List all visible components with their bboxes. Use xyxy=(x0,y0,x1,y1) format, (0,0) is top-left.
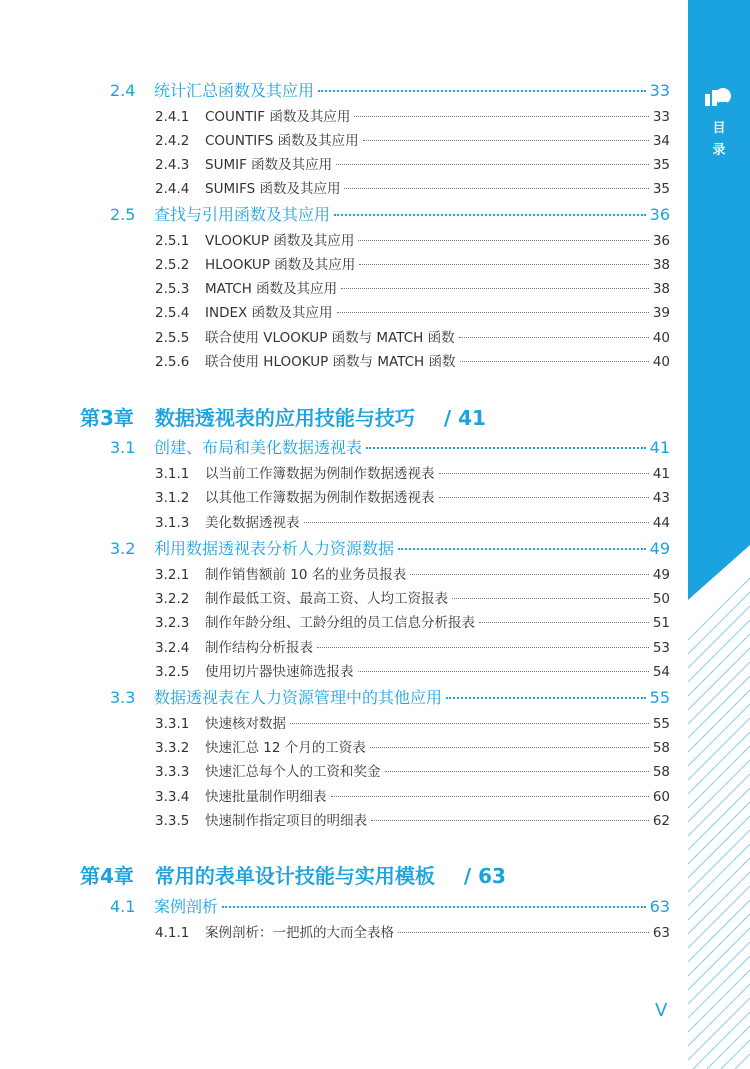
dot-leader xyxy=(317,647,649,648)
section-title: 查找与引用函数及其应用 xyxy=(154,205,331,224)
subsection-title: 制作最低工资、最高工资、人均工资报表 xyxy=(205,591,448,607)
page-ref: 55 xyxy=(649,688,670,707)
page-ref: 38 xyxy=(652,281,670,297)
toc-subsection[interactable] xyxy=(155,277,670,301)
toc-subsection[interactable] xyxy=(155,511,670,535)
page-ref: 51 xyxy=(652,615,670,631)
page-ref: 35 xyxy=(652,181,670,197)
toc-subsection[interactable] xyxy=(155,326,670,350)
toc-subsection[interactable] xyxy=(155,760,670,784)
toc-subsection[interactable] xyxy=(155,660,670,684)
subsection-title: 快速汇总每个人的工资和奖金 xyxy=(205,764,381,780)
subsection-number: 3.3.4 xyxy=(155,789,190,805)
toc-subsection[interactable] xyxy=(155,129,670,153)
subsection-number: 3.1.3 xyxy=(155,515,190,531)
subsection-number: 3.2.5 xyxy=(155,664,190,680)
side-label-char-2: 录 xyxy=(712,143,726,158)
dot-leader xyxy=(371,820,649,821)
page-ref: 34 xyxy=(652,133,670,149)
subsection-number: 3.2.2 xyxy=(155,591,190,607)
lightbulb-icon xyxy=(703,86,733,108)
subsection-title: SUMIF 函数及其应用 xyxy=(205,157,333,173)
dot-leader xyxy=(366,447,646,449)
page-ref: 55 xyxy=(652,716,670,732)
subsection-title: COUNTIF 函数及其应用 xyxy=(205,109,351,125)
section-title: 统计汇总函数及其应用 xyxy=(154,81,315,100)
subsection-title: HLOOKUP 函数及其应用 xyxy=(205,257,356,273)
dot-leader xyxy=(398,932,649,933)
dot-leader xyxy=(358,671,649,672)
dot-leader xyxy=(452,598,649,599)
subsection-title: 制作年龄分组、工龄分组的员工信息分析报表 xyxy=(205,615,475,631)
subsection-number: 3.1.1 xyxy=(155,466,190,482)
page-ref: 63 xyxy=(652,925,670,941)
toc-subsection[interactable] xyxy=(155,301,670,325)
page-ref: / 63 xyxy=(463,864,506,888)
subsection-title: 制作销售额前 10 名的业务员报表 xyxy=(205,567,407,583)
subsection-title: SUMIFS 函数及其应用 xyxy=(205,181,341,197)
subsection-title: 以其他工作簿数据为例制作数据透视表 xyxy=(205,490,435,506)
subsection-title: 制作结构分析报表 xyxy=(205,640,313,656)
subsection-number: 2.5.4 xyxy=(155,305,190,321)
section-number: 2.4 xyxy=(110,81,136,100)
subsection-number: 2.5.1 xyxy=(155,233,190,249)
page-ref: / 41 xyxy=(443,406,486,430)
dot-leader xyxy=(358,240,648,241)
subsection-title: COUNTIFS 函数及其应用 xyxy=(205,133,359,149)
dot-leader xyxy=(344,188,648,189)
dot-leader xyxy=(304,522,649,523)
subsection-title: 快速制作指定项目的明细表 xyxy=(205,813,367,829)
toc-section[interactable] xyxy=(110,685,670,709)
page-ref: 33 xyxy=(652,109,670,125)
chapter-number: 第3章 xyxy=(80,406,134,430)
section-title: 创建、布局和美化数据透视表 xyxy=(154,438,363,457)
subsection-number: 3.2.3 xyxy=(155,615,190,631)
dot-leader xyxy=(354,116,648,117)
toc-section[interactable] xyxy=(110,435,670,459)
dot-leader xyxy=(410,574,649,575)
side-contents-label xyxy=(709,118,729,162)
dot-leader xyxy=(439,473,649,474)
toc-subsection[interactable] xyxy=(155,611,670,635)
page-ref: 62 xyxy=(652,813,670,829)
subsection-number: 3.2.4 xyxy=(155,640,190,656)
page-ref: 49 xyxy=(652,567,670,583)
toc-section[interactable] xyxy=(110,536,670,560)
section-title: 案例剖析 xyxy=(154,897,219,916)
dot-leader xyxy=(222,906,646,908)
toc-subsection[interactable] xyxy=(155,712,670,736)
toc-subsection[interactable] xyxy=(155,253,670,277)
toc-subsection[interactable] xyxy=(155,563,670,587)
toc-subsection[interactable] xyxy=(155,462,670,486)
page-ref: 41 xyxy=(649,438,670,457)
page-ref: 40 xyxy=(652,330,670,346)
subsection-number: 3.3.1 xyxy=(155,716,190,732)
page-ref: 63 xyxy=(649,897,670,916)
page-number: V xyxy=(655,1000,668,1021)
subsection-number: 3.3.5 xyxy=(155,813,190,829)
toc-subsection[interactable] xyxy=(155,809,670,833)
toc-subsection[interactable] xyxy=(155,636,670,660)
dot-leader xyxy=(385,771,649,772)
dot-leader xyxy=(479,622,649,623)
page-ref: 44 xyxy=(652,515,670,531)
toc-subsection[interactable] xyxy=(155,350,670,374)
dot-leader xyxy=(439,497,649,498)
page-ref: 35 xyxy=(652,157,670,173)
dot-leader xyxy=(331,796,649,797)
subsection-number: 2.5.3 xyxy=(155,281,190,297)
page-ref: 33 xyxy=(649,81,670,100)
page-ref: 53 xyxy=(652,640,670,656)
subsection-title: 美化数据透视表 xyxy=(205,515,300,531)
page-ref: 36 xyxy=(652,233,670,249)
toc-chapter[interactable] xyxy=(80,860,506,889)
page-ref: 50 xyxy=(652,591,670,607)
toc-subsection[interactable] xyxy=(155,177,670,201)
toc-section[interactable] xyxy=(110,78,670,102)
toc-section[interactable] xyxy=(110,202,670,226)
dot-leader xyxy=(337,312,649,313)
subsection-number: 3.3.2 xyxy=(155,740,190,756)
subsection-number: 3.1.2 xyxy=(155,490,190,506)
page-ref: 41 xyxy=(652,466,670,482)
page-ref: 40 xyxy=(652,354,670,370)
toc-subsection[interactable] xyxy=(155,785,670,809)
page-ref: 39 xyxy=(652,305,670,321)
subsection-number: 4.1.1 xyxy=(155,925,190,941)
dot-leader xyxy=(290,723,649,724)
chapter-title: 数据透视表的应用技能与技巧 xyxy=(154,406,415,430)
subsection-number: 3.2.1 xyxy=(155,567,190,583)
dot-leader xyxy=(459,337,649,338)
dot-leader xyxy=(334,214,646,216)
dot-leader xyxy=(336,164,649,165)
dot-leader xyxy=(341,288,649,289)
page-ref: 49 xyxy=(649,539,670,558)
page-ref: 43 xyxy=(652,490,670,506)
dot-leader xyxy=(318,90,646,92)
subsection-title: 快速批量制作明细表 xyxy=(205,789,327,805)
dot-leader xyxy=(363,140,649,141)
toc-chapter[interactable] xyxy=(80,402,486,431)
page-ref: 60 xyxy=(652,789,670,805)
dot-leader xyxy=(398,548,646,550)
subsection-title: VLOOKUP 函数及其应用 xyxy=(205,233,355,249)
dot-leader xyxy=(370,747,649,748)
subsection-number: 2.4.1 xyxy=(155,109,190,125)
chapter-number: 第4章 xyxy=(80,864,134,888)
subsection-title: 以当前工作簿数据为例制作数据透视表 xyxy=(205,466,435,482)
subsection-title: 联合使用 HLOOKUP 函数与 MATCH 函数 xyxy=(205,354,456,370)
subsection-number: 2.4.2 xyxy=(155,133,190,149)
page-ref: 58 xyxy=(652,740,670,756)
toc-subsection[interactable] xyxy=(155,486,670,510)
subsection-number: 2.5.2 xyxy=(155,257,190,273)
toc-subsection[interactable] xyxy=(155,921,670,945)
subsection-title: 案例剖析：一把抓的大而全表格 xyxy=(205,925,394,941)
subsection-number: 2.4.3 xyxy=(155,157,190,173)
subsection-title: 联合使用 VLOOKUP 函数与 MATCH 函数 xyxy=(205,330,455,346)
subsection-title: INDEX 函数及其应用 xyxy=(205,305,333,321)
toc-subsection[interactable] xyxy=(155,105,670,129)
subsection-number: 3.3.3 xyxy=(155,764,190,780)
section-number: 4.1 xyxy=(110,897,136,916)
subsection-number: 2.4.4 xyxy=(155,181,190,197)
page-ref: 36 xyxy=(649,205,670,224)
dot-leader xyxy=(460,361,649,362)
section-number: 3.1 xyxy=(110,438,136,457)
subsection-number: 2.5.6 xyxy=(155,354,190,370)
toc-subsection[interactable] xyxy=(155,153,670,177)
toc-section[interactable] xyxy=(110,894,670,918)
subsection-title: MATCH 函数及其应用 xyxy=(205,281,338,297)
section-number: 3.2 xyxy=(110,539,136,558)
page-ref: 38 xyxy=(652,257,670,273)
side-label-char-1: 目 xyxy=(712,121,726,136)
section-number: 3.3 xyxy=(110,688,136,707)
section-title: 数据透视表在人力资源管理中的其他应用 xyxy=(154,688,443,707)
subsection-number: 2.5.5 xyxy=(155,330,190,346)
section-number: 2.5 xyxy=(110,205,136,224)
page-ref: 58 xyxy=(652,764,670,780)
toc-subsection[interactable] xyxy=(155,587,670,611)
toc-subsection[interactable] xyxy=(155,736,670,760)
page-ref: 54 xyxy=(652,664,670,680)
dot-leader xyxy=(446,697,646,699)
section-title: 利用数据透视表分析人力资源数据 xyxy=(154,539,395,558)
chapter-title: 常用的表单设计技能与实用模板 xyxy=(154,864,435,888)
subsection-title: 使用切片器快速筛选报表 xyxy=(205,664,354,680)
toc-subsection[interactable] xyxy=(155,229,670,253)
subsection-title: 快速汇总 12 个月的工资表 xyxy=(205,740,366,756)
dot-leader xyxy=(359,264,649,265)
subsection-title: 快速核对数据 xyxy=(205,716,286,732)
